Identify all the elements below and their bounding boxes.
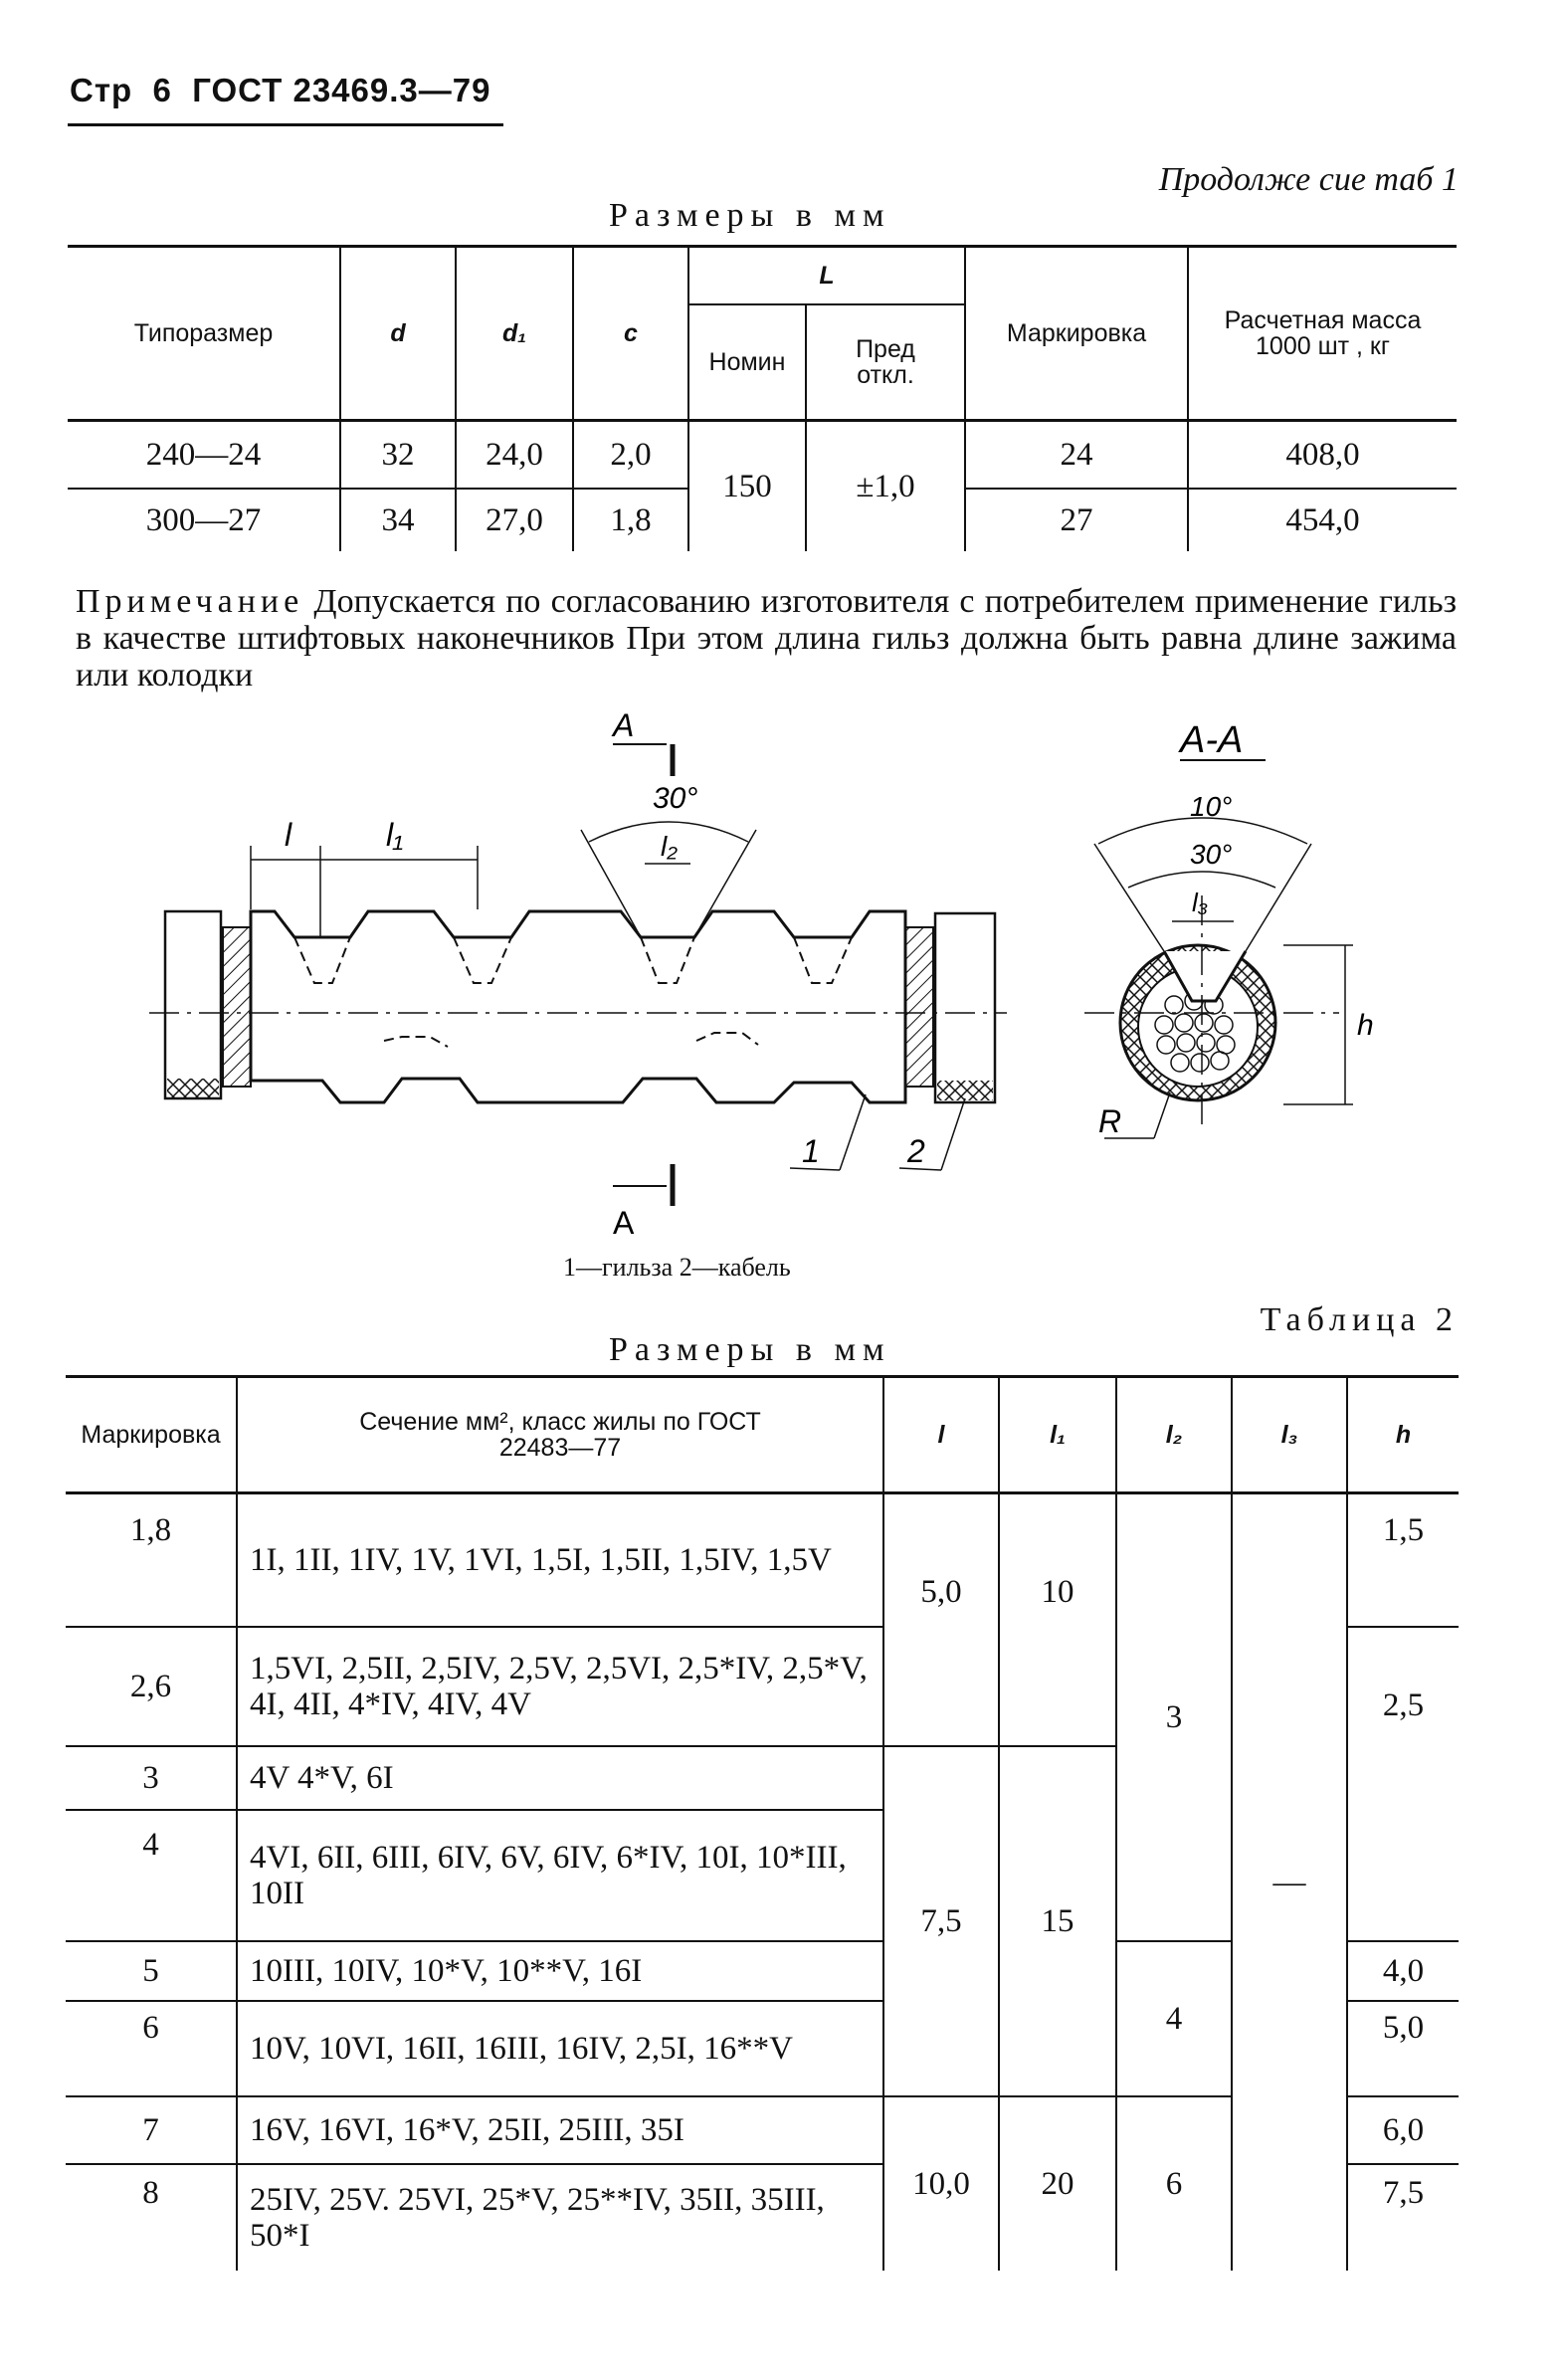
- t2-l2-b: 4: [1116, 1941, 1232, 2096]
- t2-row5-marking: 5: [66, 1941, 237, 2001]
- t1-row2-mass: 454,0: [1188, 489, 1457, 551]
- table2: [66, 1375, 1459, 2271]
- th-c: c: [573, 247, 688, 421]
- t2-row7-section: 16V, 16VI, 16*V, 25II, 25III, 35I: [237, 2096, 883, 2164]
- crimp-profile: [454, 937, 511, 983]
- t2-row1-section: 1I, 1II, 1IV, 1V, 1VI, 1,5I, 1,5II, 1,5IV, 1,5V: [237, 1493, 883, 1628]
- t1-row2-d1: 27,0: [456, 489, 573, 551]
- label-section-bottom: A: [613, 1205, 635, 1241]
- crimp-profile: [696, 1033, 758, 1045]
- t1-row2-marking: 27: [965, 489, 1188, 551]
- t2-th-section: [237, 1377, 883, 1493]
- t1-row2-typesize: 300—27: [145, 501, 262, 538]
- label-angle-30: 30°: [653, 782, 698, 815]
- th-tolerance-line1: Пред: [856, 335, 915, 363]
- page-number: 6: [152, 72, 172, 108]
- label-l3: l₃: [1192, 888, 1209, 917]
- th-marking: Маркировка: [965, 247, 1188, 421]
- t2-row5-h: 4,0: [1347, 1941, 1459, 2001]
- table1: [68, 245, 1457, 551]
- label-R: R: [1098, 1103, 1122, 1139]
- t2-row6-marking: 6: [66, 2001, 237, 2096]
- t2-th-section-line2: 22483—77: [498, 1434, 622, 1462]
- t2-row7-marking: 7: [66, 2096, 237, 2164]
- t2-row1-marking: 1,8: [66, 1493, 237, 1628]
- callout-2: 2: [907, 1133, 925, 1169]
- th-tolerance: [806, 304, 965, 421]
- t2-row7-h: 6,0: [1347, 2096, 1459, 2164]
- label-angle-30-section: 30°: [1190, 839, 1233, 870]
- t2-l-b: 7,5: [883, 1746, 999, 2096]
- t2-row8-h: 7,5: [1347, 2164, 1459, 2271]
- label-section-top: A: [613, 707, 635, 743]
- page-word: Стр: [70, 72, 133, 108]
- crimp-profile: [641, 937, 694, 983]
- label-l2: l₂: [661, 831, 678, 862]
- t2-th-h: h: [1347, 1377, 1459, 1493]
- t2-row6-section: 10V, 10VI, 16II, 16III, 16IV, 2,5I, 16**V: [237, 2001, 883, 2096]
- angle-arc-30-section: [1128, 872, 1275, 888]
- t1-row1-d: 32: [340, 421, 456, 490]
- t2-row1-h: 1,5: [1347, 1493, 1459, 1628]
- callout-1: 1: [802, 1133, 820, 1169]
- t1-row1-c: 2,0: [573, 421, 688, 490]
- t2-l2-a: 3: [1116, 1493, 1232, 1942]
- t2-th-l1: l₁: [999, 1377, 1116, 1493]
- t1-row2-d: 34: [340, 489, 456, 551]
- t2-row4-marking: 4: [66, 1810, 237, 1941]
- table1-continuation: Продолже сие таб 1: [1158, 161, 1459, 198]
- t2-l1-c: 20: [999, 2096, 1116, 2271]
- radius-leader: [1154, 1092, 1170, 1138]
- t1-L-tolerance: ±1,0: [806, 421, 965, 552]
- side-view: [149, 744, 1007, 1206]
- label-l: l: [285, 817, 293, 853]
- crimp-profile: [384, 1037, 448, 1047]
- page-header: [70, 72, 490, 109]
- t2-row2-section: 1,5VI, 2,5II, 2,5IV, 2,5V, 2,5VI, 2,5*IV, 2,5*V, 4I, 4II, 4*IV, 4IV, 4V: [237, 1627, 883, 1746]
- label-h: h: [1357, 1009, 1374, 1042]
- t2-row5-section: 10III, 10IV, 10*V, 10**V, 16I: [237, 1941, 883, 2001]
- th-tolerance-line2: откл.: [857, 361, 914, 389]
- th-L: L: [688, 247, 965, 305]
- th-mass-line1: Расчетная масса: [1224, 306, 1422, 334]
- note: [76, 583, 1457, 694]
- t2-row3-marking: 3: [66, 1746, 237, 1810]
- t1-row1-mass: 408,0: [1188, 421, 1457, 490]
- figure-caption: 1—гильза 2—кабель: [563, 1253, 791, 1282]
- t1-L-nominal: 150: [688, 421, 806, 552]
- table2-units: Размеры в мм: [609, 1331, 891, 1368]
- t1-row1-d1: 24,0: [456, 421, 573, 490]
- t2-th-marking: Маркировка: [66, 1377, 237, 1493]
- t1-row2-c: 1,8: [573, 489, 688, 551]
- t2-l2-c: 6: [1116, 2096, 1232, 2271]
- t1-row1-marking: 24: [965, 421, 1188, 490]
- t2-row8-section: 25IV, 25V. 25VI, 25*V, 25**IV, 35II, 35III, 50*I: [237, 2164, 883, 2271]
- t2-l1-b: 15: [999, 1746, 1116, 2096]
- t2-l3: —: [1232, 1493, 1347, 2272]
- t2-l-c: 10,0: [883, 2096, 999, 2271]
- t2-row6-h: 5,0: [1347, 2001, 1459, 2096]
- cable-left: [165, 911, 221, 1098]
- th-mass-line2: 1000 шт , кг: [1256, 332, 1390, 360]
- sleeve-figure: [0, 696, 1562, 1293]
- crimp-profile: [294, 937, 350, 983]
- label-angle-10: 10°: [1190, 791, 1233, 822]
- t1-row1-typesize: 240—24: [68, 421, 340, 490]
- t2-row4-section: 4VI, 6II, 6III, 6IV, 6V, 6IV, 6*IV, 10I, 10*III, 10II: [237, 1810, 883, 1941]
- t2-row2-h: 2,5: [1347, 1627, 1459, 1941]
- th-mass: [1188, 247, 1457, 421]
- t2-th-l: l: [883, 1377, 999, 1493]
- hatched-cable-left: [223, 927, 251, 1087]
- crosshatch-left: [167, 1079, 219, 1098]
- th-d1: d₁: [456, 247, 573, 421]
- section-title: A-A: [1180, 719, 1244, 761]
- t2-th-l3: l₃: [1232, 1377, 1347, 1493]
- t2-row8-marking: 8: [142, 2175, 159, 2211]
- table1-units: Размеры в мм: [609, 197, 891, 234]
- table2-title: Таблица 2: [1260, 1301, 1459, 1338]
- note-text: Допускается по согласованию изготовителя с потребителем применение гильз в качестве штифтовых наконечников При этом длина гильз должна быть равна длине зажима или колодки: [76, 583, 1457, 694]
- t2-th-section-line1: Сечение мм², класс жилы по ГОСТ: [359, 1408, 761, 1436]
- th-nominal: Номин: [688, 304, 806, 421]
- t2-row3-section: 4V 4*V, 6I: [237, 1746, 883, 1810]
- crosshatch-right: [937, 1081, 993, 1100]
- t2-row2-marking: 2,6: [66, 1627, 237, 1746]
- t2-l-a: 5,0: [883, 1493, 999, 1747]
- th-typesize: Типоразмер: [68, 247, 340, 421]
- hatched-cable-right: [905, 927, 933, 1087]
- note-label: Примечание: [76, 583, 304, 620]
- label-l1: l₁: [386, 817, 404, 853]
- cable-right: [935, 913, 995, 1102]
- t2-th-l2: l₂: [1116, 1377, 1232, 1493]
- t2-l1-a: 10: [999, 1493, 1116, 1747]
- th-d: d: [340, 247, 456, 421]
- header-rule: [68, 123, 503, 126]
- crimp-profile: [794, 937, 852, 983]
- standard-number: ГОСТ 23469.3—79: [192, 72, 491, 108]
